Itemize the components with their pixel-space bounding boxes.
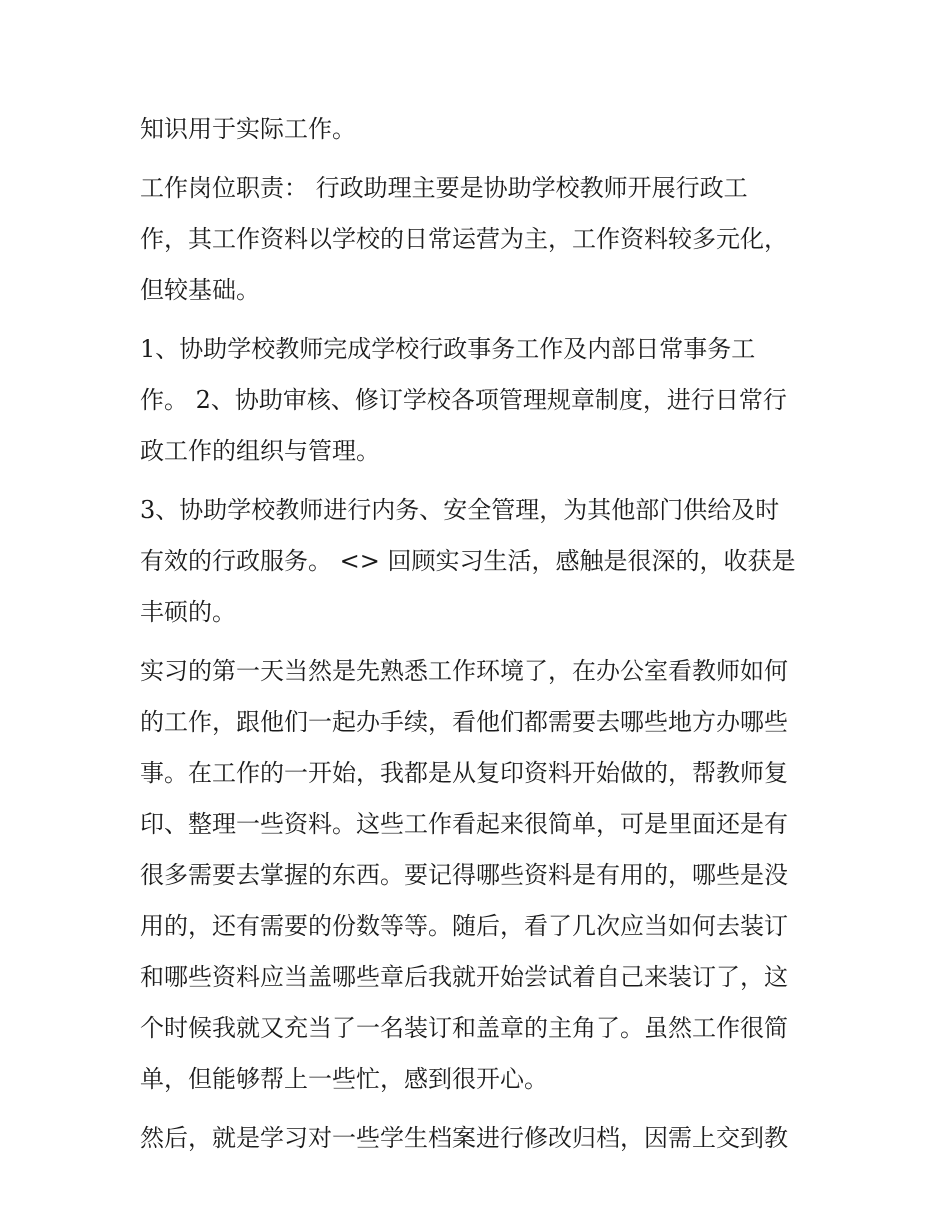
text-line: 个时候我就又充当了一名装订和盖章的主角了。虽然工作很简	[140, 1014, 788, 1042]
text-line: 有效的行政服务。 <> 回顾实习生活，感触是很深的，收获是	[140, 547, 796, 575]
text-line: 丰硕的。	[140, 598, 236, 626]
text-line: 作。 2、协助审核、修订学校各项管理规章制度，进行日常行	[140, 386, 787, 414]
text-line: 单，但能够帮上一些忙，感到很开心。	[140, 1065, 548, 1093]
text-line: 的工作，跟他们一起办手续，看他们都需要去哪些地方办哪些	[140, 708, 788, 736]
text-line: 印、整理一些资料。这些工作看起来很简单，可是里面还是有	[140, 810, 788, 838]
document-body	[140, 104, 820, 1164]
text-line: 知识用于实际工作。	[140, 115, 356, 143]
text-line: 然后，就是学习对一些学生档案进行修改归档，因需上交到教	[140, 1124, 788, 1152]
text-line: 很多需要去掌握的东西。要记得哪些资料是有用的，哪些是没	[140, 861, 788, 889]
text-line: 实习的第一天当然是先熟悉工作环境了，在办公室看教师如何	[140, 657, 788, 685]
text-line: 和哪些资料应当盖哪些章后我就开始尝试着自己来装订了，这	[140, 963, 788, 991]
text-line: 政工作的组织与管理。	[140, 437, 380, 465]
text-line: 1、协助学校教师完成学校行政事务工作及内部日常事务工	[140, 335, 756, 363]
text-line: 用的，还有需要的份数等等。随后，看了几次应当如何去装订	[140, 912, 788, 940]
text-line: 但较基础。	[140, 276, 260, 304]
text-line: 事。在工作的一开始，我都是从复印资料开始做的，帮教师复	[140, 759, 788, 787]
text-line: 3、协助学校教师进行内务、安全管理，为其他部门供给及时	[140, 496, 780, 524]
text-line: 作，其工作资料以学校的日常运营为主，工作资料较多元化，	[140, 225, 788, 253]
text-line: 工作岗位职责： 行政助理主要是协助学校教师开展行政工	[140, 174, 748, 202]
